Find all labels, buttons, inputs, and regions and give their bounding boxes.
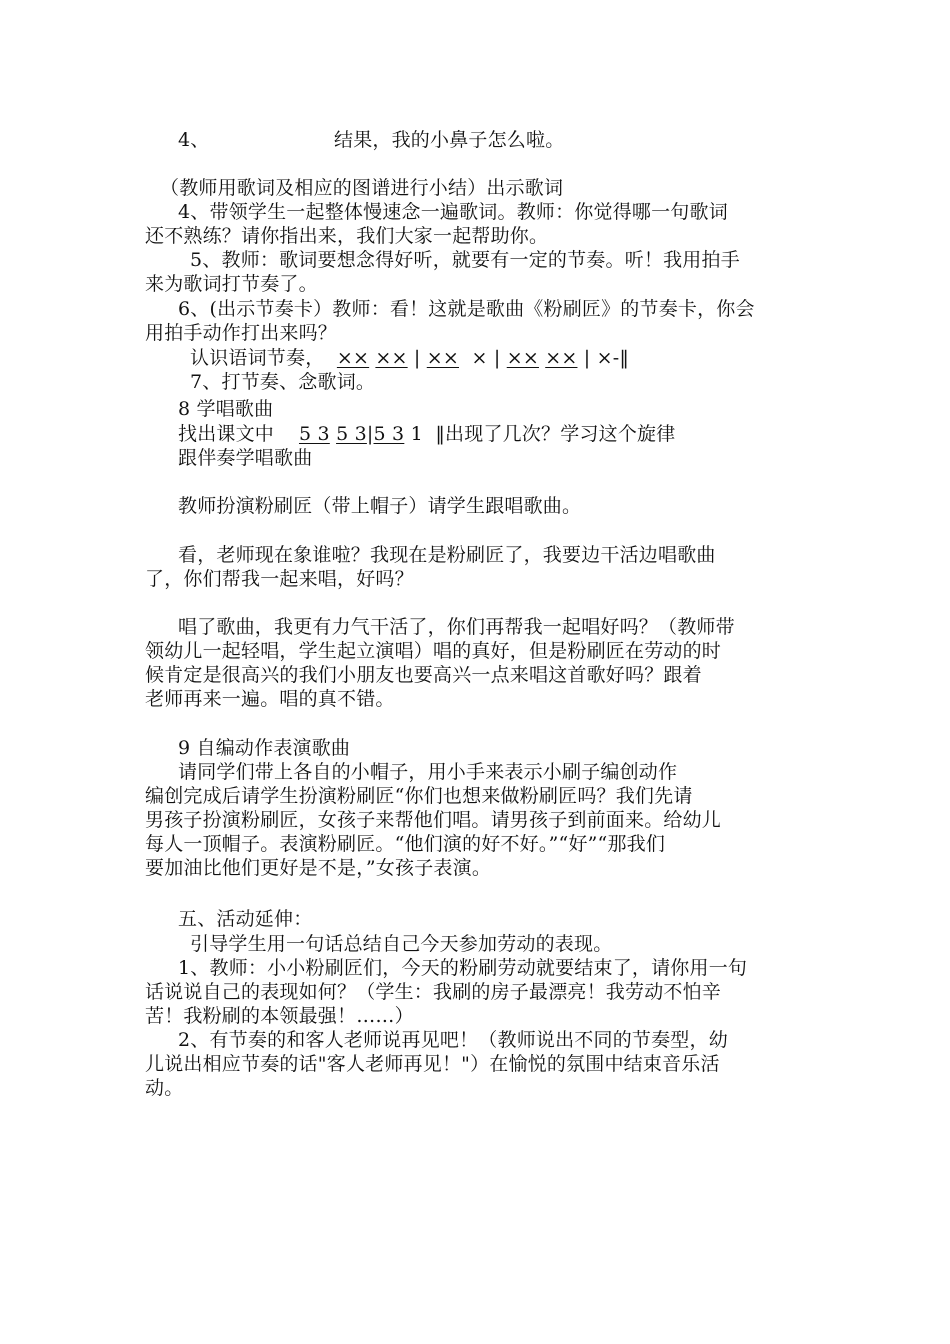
rhythm-note: ×× [375,347,408,369]
bar-line: | [413,347,421,369]
text-line: 6、(出示节奏卡）教师：看！这就是歌曲《粉刷匠》的节奏卡，你会 [178,298,755,320]
text-line: 儿说出相应节奏的话"客人老师再见！"）在愉悦的氛围中结束音乐活 [145,1053,720,1075]
melody-note: 1 [410,423,423,445]
text-line: 5、教师：歌词要想念得好听，就要有一定的节奏。听！我用拍手 [190,249,740,271]
section-heading: 8 学唱歌曲 [178,398,274,420]
melody-note: 5 3 [336,423,367,445]
text-line: 引导学生用一句话总结自己今天参加劳动的表现。 [190,933,613,955]
text-line: 4、带领学生一起整体慢速念一遍歌词。教师：你觉得哪一句歌词 [178,201,728,223]
section-heading: 五、活动延伸： [178,908,313,930]
text-line: 教师扮演粉刷匠（带上帽子）请学生跟唱歌曲。 [178,495,582,517]
text-line: 领幼儿一起轻唱，学生起立演唱）唱的真好，但是粉刷匠在劳动的时 [145,640,722,662]
text-line: 话说说自己的表现如何？（学生：我刷的房子最漂亮！我劳动不怕辛 [145,981,722,1003]
text-line: 结果，我的小鼻子怎么啦。 [334,129,565,151]
text-line: 候肯定是很高兴的我们小朋友也要高兴一点来唱这首歌好吗？跟着 [145,664,702,686]
melody-line [178,422,675,446]
rhythm-note: ×× [506,347,539,369]
melody-suffix: ‖出现了几次？学习这个旋律 [435,423,676,445]
melody-note: 5 3 [373,423,405,445]
text-line: （教师用歌词及相应的图谱进行小结）出示歌词 [160,177,564,199]
rhythm-note: ×× [545,347,578,369]
text-line: 2、有节奏的和客人老师说再见吧！（教师说出不同的节奏型，幼 [178,1029,728,1051]
bar-line: | [493,347,501,369]
text-line: 还不熟练？请你指出来，我们大家一起帮助你。 [145,225,549,247]
text-line: 唱了歌曲，我更有力气干活了，你们再帮我一起唱好吗？（教师带 [178,616,735,638]
text-line: 苦！我粉刷的本领最强！……） [145,1005,414,1027]
text-line: 请同学们带上各自的小帽子，用小手来表示小刷子编创动作 [178,761,678,783]
bar-line: | [366,423,374,445]
text-line: 要加油比他们更好是不是，”女孩子表演。 [145,857,492,879]
text-line: 编创完成后请学生扮演粉刷匠“你们也想来做粉刷匠吗？我们先请 [145,785,693,807]
text-line: 跟伴奏学唱歌曲 [178,447,313,469]
section-heading: 9 自编动作表演歌曲 [178,737,351,759]
melody-note: 5 3 [298,423,330,445]
text-line: 用拍手动作打出来吗？ [145,322,338,344]
text-line: 每人一顶帽子。表演粉刷匠。“他们演的好不好。”“好”“那我们 [145,833,666,855]
text-line: 动。 [145,1077,184,1099]
bar-line: | [583,347,591,369]
rhythm-note: ×× [336,347,370,369]
text-line: 看，老师现在象谁啦？我现在是粉刷匠了，我要边干活边唱歌曲 [178,544,716,566]
rhythm-line [190,346,629,370]
rhythm-label: 认识语词节奏， [190,347,325,369]
text-line: 老师再来一遍。唱的真不错。 [145,688,395,710]
text-line: 了，你们帮我一起来唱，好吗？ [145,568,414,590]
text-line: 男孩子扮演粉刷匠，女孩子来帮他们唱。请男孩子到前面来。给幼儿 [145,809,722,831]
text-line: 4、 [178,129,210,151]
rhythm-note: ×× [426,347,459,369]
text-line: 7、打节奏、念歌词。 [190,371,376,393]
rhythm-end: ×-‖ [596,347,630,369]
text-line: 1、教师：小小粉刷匠们，今天的粉刷劳动就要结束了，请你用一句 [178,957,748,979]
text-line: 来为歌词打节奏了。 [145,273,318,295]
melody-prefix: 找出课文中 [178,423,275,445]
rhythm-note: × [471,347,488,369]
